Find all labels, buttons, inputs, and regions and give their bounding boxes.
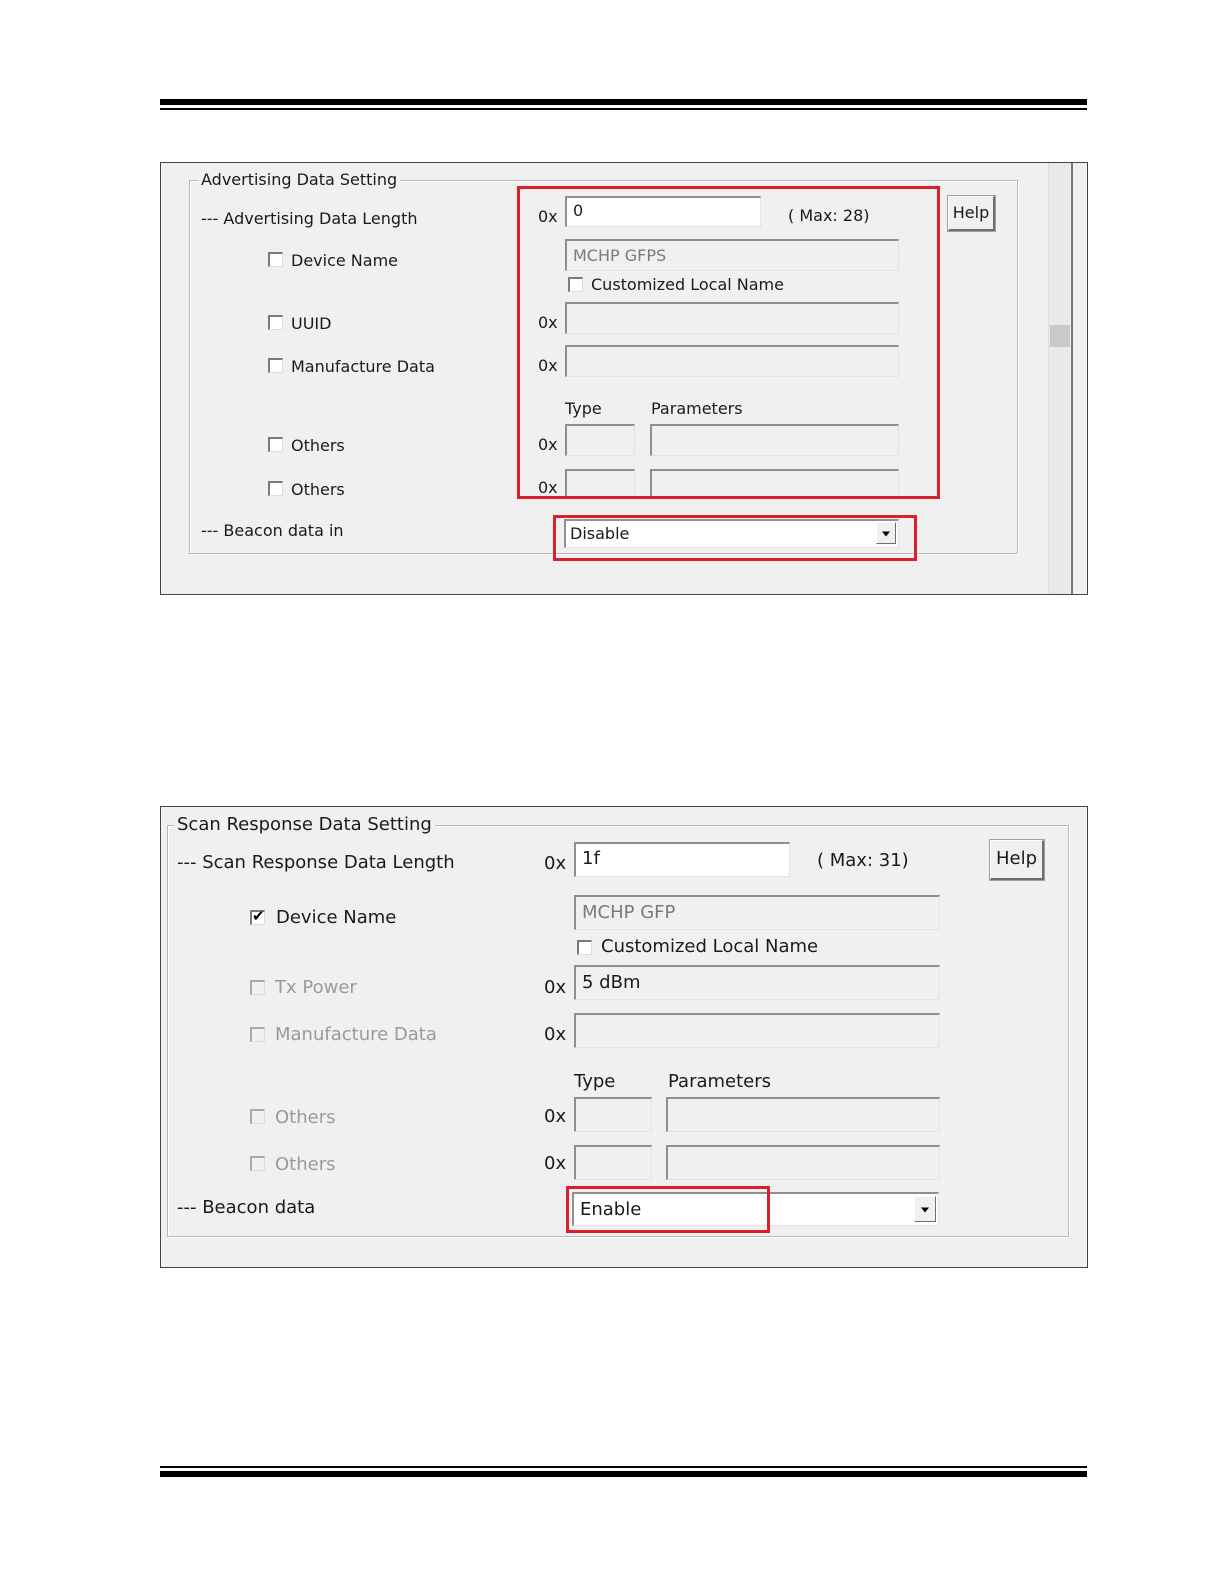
hex-prefix: 0x — [544, 853, 567, 874]
tx-power-checkbox[interactable] — [250, 980, 265, 995]
beacon-select-value: Enable — [580, 1199, 642, 1220]
max-label: ( Max: 31) — [817, 850, 909, 871]
hex-prefix: 0x — [544, 977, 567, 998]
others-checkbox-2[interactable] — [250, 1156, 265, 1171]
hex-prefix: 0x — [538, 207, 558, 226]
beacon-label: --- Beacon data in — [201, 521, 344, 540]
uuid-label: UUID — [291, 314, 332, 333]
manufacture-data-checkbox[interactable] — [250, 1027, 265, 1042]
others-label-2: Others — [275, 1154, 336, 1175]
footer-rule-thick — [160, 1471, 1087, 1477]
header-rule-thin — [160, 108, 1087, 110]
device-name-input[interactable]: MCHP GFPS — [565, 239, 899, 271]
manufacture-data-label: Manufacture Data — [291, 357, 435, 376]
hex-prefix: 0x — [538, 435, 558, 454]
right-edge-line — [1071, 163, 1073, 594]
device-name-checkbox[interactable] — [268, 252, 283, 267]
header-rule-thick — [160, 99, 1087, 105]
others-parameters-input-2[interactable] — [666, 1145, 940, 1180]
tx-power-label: Tx Power — [275, 977, 357, 998]
highlight-box — [517, 186, 940, 499]
others-label-1: Others — [275, 1107, 336, 1128]
help-button[interactable]: Help — [948, 196, 995, 231]
manufacture-data-input[interactable] — [574, 1013, 940, 1048]
device-name-checkbox[interactable] — [250, 907, 265, 925]
others-checkbox-1[interactable] — [268, 437, 283, 452]
hex-prefix: 0x — [538, 313, 558, 332]
scrollbar-thumb[interactable] — [1050, 325, 1070, 347]
others-label-2: Others — [291, 480, 345, 499]
others-type-input-1[interactable] — [574, 1097, 652, 1132]
type-header: Type — [574, 1071, 616, 1092]
beacon-label: --- Beacon data — [177, 1197, 316, 1218]
chevron-down-icon — [921, 1208, 929, 1213]
hex-prefix: 0x — [544, 1153, 567, 1174]
footer-rule-thin — [160, 1466, 1087, 1468]
scrollbar[interactable] — [1048, 163, 1070, 594]
hex-prefix: 0x — [544, 1024, 567, 1045]
hex-prefix: 0x — [544, 1106, 567, 1127]
advertising-length-label: --- Advertising Data Length — [201, 209, 418, 228]
scan-response-length-label: --- Scan Response Data Length — [177, 852, 455, 873]
parameters-header: Parameters — [651, 399, 743, 418]
max-label: ( Max: 28) — [788, 206, 870, 225]
tx-power-input[interactable]: 5 dBm — [574, 965, 940, 1000]
scan-response-length-input[interactable]: 1f — [574, 842, 790, 877]
beacon-select-value: Disable — [570, 524, 630, 543]
type-header: Type — [565, 399, 602, 418]
device-name-label: Device Name — [276, 907, 397, 928]
beacon-dropdown-button[interactable] — [914, 1196, 936, 1222]
others-checkbox-1[interactable] — [250, 1109, 265, 1124]
highlight-box — [566, 1186, 770, 1233]
others-checkbox-2[interactable] — [268, 481, 283, 496]
advertising-length-input[interactable]: 0 — [565, 196, 761, 227]
customized-local-name-label: Customized Local Name — [601, 936, 819, 957]
advertising-group-title: Advertising Data Setting — [198, 170, 400, 189]
scan-response-screenshot — [160, 806, 1088, 1268]
hex-prefix: 0x — [538, 356, 558, 375]
parameters-header: Parameters — [668, 1071, 772, 1092]
others-type-input-2[interactable] — [574, 1145, 652, 1180]
advertising-screenshot — [160, 162, 1088, 595]
manufacture-data-label: Manufacture Data — [275, 1024, 437, 1045]
others-parameters-input-1[interactable] — [666, 1097, 940, 1132]
others-label-1: Others — [291, 436, 345, 455]
highlight-box — [553, 515, 917, 561]
customized-local-name-checkbox[interactable] — [577, 940, 592, 955]
hex-prefix: 0x — [538, 478, 558, 497]
customized-local-name-label: Customized Local Name — [591, 275, 784, 294]
help-button[interactable]: Help — [990, 840, 1044, 880]
manufacture-data-checkbox[interactable] — [268, 358, 283, 373]
checkmark-icon: ✔ — [252, 907, 265, 925]
scan-response-group-title: Scan Response Data Setting — [174, 814, 435, 835]
uuid-checkbox[interactable] — [268, 315, 283, 330]
device-name-label: Device Name — [291, 251, 399, 270]
device-name-input[interactable]: MCHP GFP — [574, 895, 940, 930]
